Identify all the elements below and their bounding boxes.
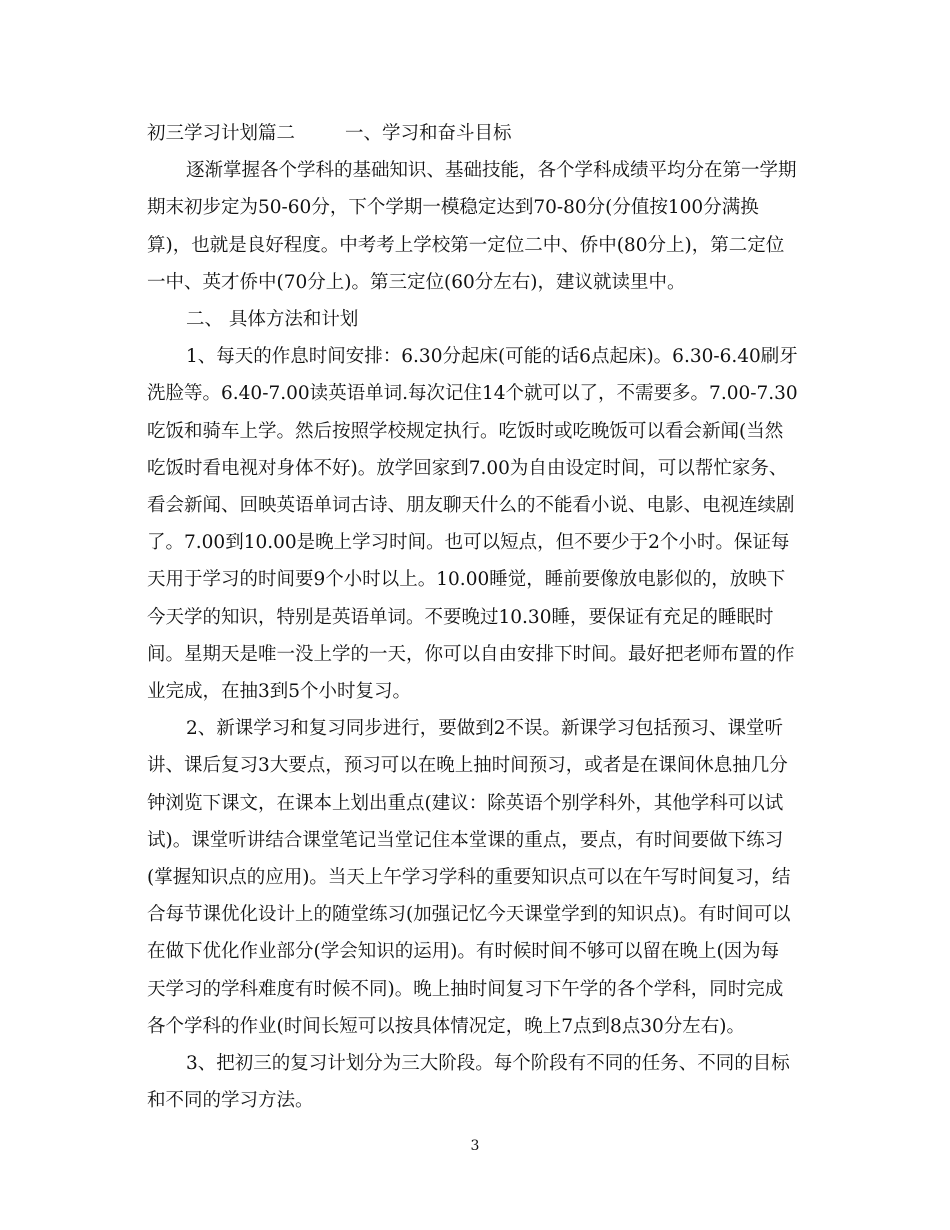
text-line: 天学习的学科难度有时候不同)。晚上抽时间复习下午学的各个学科，同时完成 [147,978,784,1000]
text-line: 2、新课学习和复习同步进行，要做到2不误。新课学习包括预习、课堂听 [186,718,784,740]
text-line: 3、把初三的复习计划分为三大阶段。每个阶段有不同的任务、不同的目标 [186,1053,790,1075]
page-number: 3 [470,1138,480,1154]
text-line: 了。7.00到10.00是晚上学习时间。也可以短点，但不要少于2个小时。保证每 [147,532,790,554]
document-title-line [147,115,807,152]
text-line: 天用于学习的时间要9个小时以上。10.00睡觉，睡前要像放电影似的，放映下 [147,569,786,591]
text-line: 二、 具体方法和计划 [186,309,359,331]
text-line: 逐渐掌握各个学科的基础知识、基础技能，各个学科成绩平均分在第一学期 [186,160,797,182]
text-line: 今天学的知识，特别是英语单词。不要晚过10.30睡，要保证有充足的睡眠时 [147,606,774,628]
text-line: 1、每天的作息时间安排：6.30分起床(可能的话6点起床)。6.30-6.40刷牙 [186,346,798,368]
text-line: 间。星期天是唯一没上学的一天，你可以自由安排下时间。最好把老师布置的作 [147,643,795,665]
text-line: (掌握知识点的应用)。当天上午学习学科的重要知识点可以在午写时间复习，结 [147,867,791,889]
text-line: 钟浏览下课文，在课本上划出重点(建议：除英语个别学科外，其他学科可以试 [147,792,784,814]
text-line: 在做下优化作业部分(学会知识的运用)。有时候时间不够可以留在晚上(因为每 [147,941,780,963]
text-line: 业完成，在抽3到5个小时复习。 [147,681,412,703]
text-line: 一中、英才侨中(70分上)。第三定位(60分左右)，建议就读里中。 [147,271,686,293]
text-line: 洗脸等。6.40-7.00读英语单词.每次记住14个就可以了，不需要多。7.00-7.30 [147,383,798,405]
text-line: 算)，也就是良好程度。中考考上学校第一定位二中、侨中(80分上)，第二定位 [147,234,785,256]
text-lines [147,152,807,1119]
text-line: 看会新闻、回映英语单词古诗、朋友聊天什么的不能看小说、电影、电视连续剧 [147,495,795,517]
section-heading: 一、学习和奋斗目标 [345,123,512,144]
text-line: 吃饭时看电视对身体不好)。放学回家到7.00为自由设定时间，可以帮忙家务、 [147,457,788,479]
text-line: 试)。课堂听讲结合课堂笔记当堂记住本堂课的重点，要点，有时间要做下练习 [147,829,784,851]
text-line: 吃饭和骑车上学。然后按照学校规定执行。吃饭时或吃晚饭可以看会新闻(当然 [147,420,784,442]
text-line: 讲、课后复习3大要点，预习可以在晚上抽时间预习，或者是在课间休息抽几分 [147,755,788,777]
text-line: 各个学科的作业(时间长短可以按具体情况定，晚上7点到8点30分左右)。 [147,1015,746,1037]
document-title: 初三学习计划篇二 [147,123,296,144]
text-line: 期末初步定为50-60分，下个学期一模稳定达到70-80分(分值按100分满换 [147,197,759,219]
text-line: 合每节课优化设计上的随堂练习(加强记忆今天课堂学到的知识点)。有时间可以 [147,904,791,926]
document-body [147,115,807,1119]
text-line: 和不同的学习方法。 [147,1090,314,1112]
